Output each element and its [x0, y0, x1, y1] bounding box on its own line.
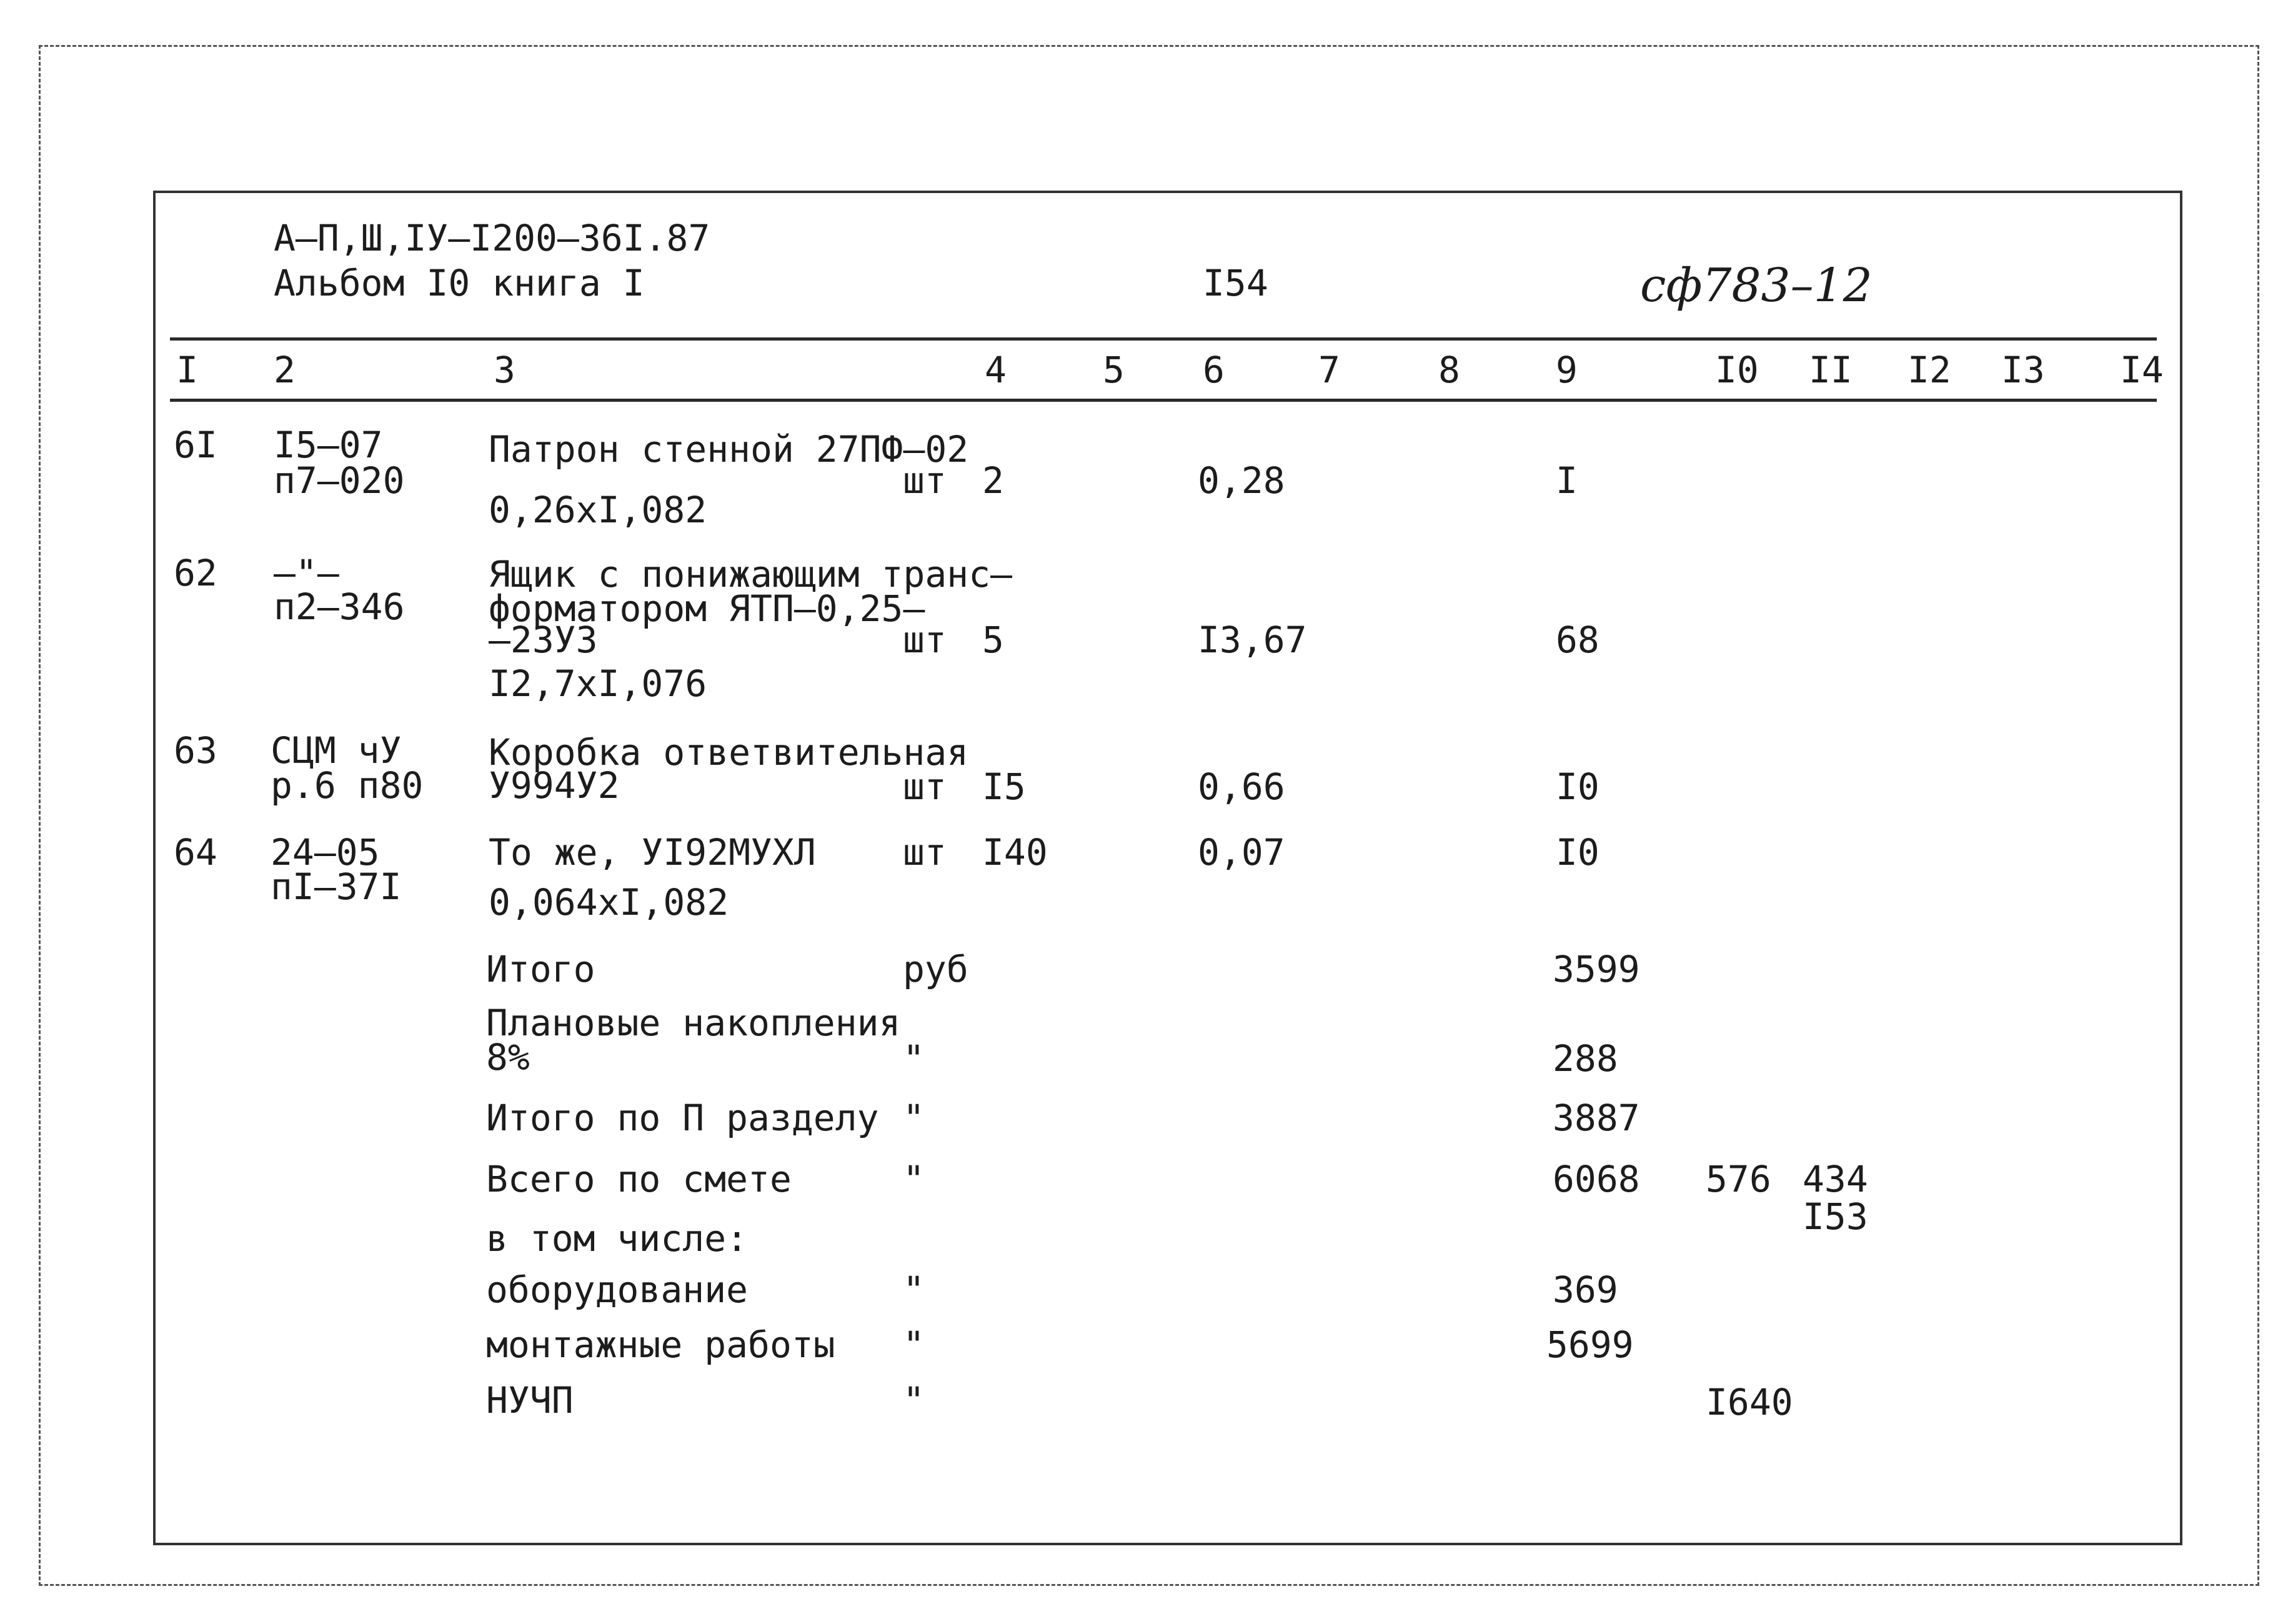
column-header: I4 [2120, 349, 2164, 391]
itogo-total: 3599 [1553, 948, 1640, 990]
price-code: пI–37I [271, 865, 402, 908]
column-header: 4 [985, 349, 1007, 391]
column-header: 5 [1103, 349, 1125, 391]
unit-price: 0,28 [1198, 459, 1285, 502]
document-code: А–П,Ш,IУ–I200–36I.87 [274, 217, 710, 259]
header-rule-top [170, 337, 2157, 341]
page-frame [153, 191, 2182, 1545]
vsego-col10: 576 [1706, 1158, 1771, 1200]
razdel-label: Итого по П разделу [486, 1097, 879, 1139]
row-number: 62 [174, 552, 217, 594]
row-number: 64 [174, 831, 217, 874]
plan-unit: " [903, 1037, 925, 1080]
quantity: 2 [982, 459, 1004, 502]
handwritten-stamp: сф783–12 [1640, 259, 1873, 312]
price-code: п2–346 [274, 585, 405, 628]
unit: шт [903, 459, 947, 502]
razdel-total: 3887 [1553, 1097, 1640, 1139]
plan-total: 288 [1553, 1037, 1618, 1080]
total-cost: I0 [1556, 831, 1599, 874]
column-header: I3 [2001, 349, 2045, 391]
equipment-unit: " [903, 1268, 925, 1311]
total-cost: I0 [1556, 765, 1599, 808]
column-header: II [1809, 349, 1853, 391]
quantity: I40 [982, 831, 1048, 874]
unit-price: 0,07 [1198, 831, 1285, 874]
album-title: Альбом I0 книга I [274, 262, 645, 304]
unit-price: 0,66 [1198, 765, 1285, 808]
unit: шт [903, 619, 947, 661]
plan-label: Плановые накопления [486, 1002, 901, 1044]
vsego-unit: " [903, 1158, 925, 1200]
item-description-cont: У994У2 [489, 764, 620, 807]
unit: шт [903, 765, 947, 808]
price-code: р.6 п80 [271, 764, 424, 807]
norm-code: –"– [274, 552, 339, 594]
unit-price: I3,67 [1198, 619, 1307, 661]
montazh-total: 5699 [1546, 1323, 1634, 1366]
itogo-label: Итого [486, 948, 595, 990]
quantity: 5 [982, 619, 1004, 661]
montazh-unit: " [903, 1323, 925, 1366]
item-description-cont: форматором ЯТП–0,25– [489, 587, 925, 630]
page-number: I54 [1203, 262, 1268, 304]
coefficient: I2,7хI,076 [489, 662, 707, 705]
nuchp-unit: " [903, 1379, 925, 1422]
column-header: 8 [1438, 349, 1460, 391]
equipment-label: оборудование [486, 1268, 749, 1311]
montazh-label: монтажные работы [486, 1323, 835, 1366]
total-cost: I [1556, 459, 1578, 502]
quantity: I5 [982, 765, 1026, 808]
column-header: I [176, 349, 198, 391]
item-description: Патрон стенной 27ПФ–02 [489, 428, 969, 471]
header-rule-bottom [170, 399, 2157, 402]
coefficient: 0,26хI,082 [489, 489, 707, 531]
column-header: I0 [1715, 349, 1759, 391]
item-description: Ящик с понижающим транс– [489, 553, 1013, 595]
unit: шт [903, 831, 947, 874]
plan-percent: 8% [486, 1036, 530, 1079]
item-description: Коробка ответвительная [489, 731, 969, 774]
row-number: 63 [174, 729, 217, 772]
coefficient: 0,064хI,082 [489, 881, 729, 924]
column-header: I2 [1907, 349, 1951, 391]
column-header: 6 [1203, 349, 1225, 391]
item-description: То же, УI92МУХЛ [489, 831, 816, 874]
column-header: 7 [1318, 349, 1340, 391]
total-cost: 68 [1556, 619, 1599, 661]
column-header: 9 [1556, 349, 1578, 391]
norm-code: СЦМ чУ [271, 729, 402, 772]
razdel-unit: " [903, 1097, 925, 1139]
nuchp-col10: I640 [1706, 1381, 1793, 1423]
vsego-col11: 434 [1803, 1158, 1868, 1200]
norm-code: I5–07 [274, 424, 383, 466]
item-description-cont: –23У3 [489, 619, 598, 661]
price-code: п7–020 [274, 459, 405, 502]
vtom-label: в том числе: [486, 1217, 749, 1260]
norm-code: 24–05 [271, 831, 380, 874]
column-header: 3 [494, 349, 515, 391]
vsego-col11-second: I53 [1803, 1195, 1868, 1238]
equipment-total: 369 [1553, 1268, 1618, 1311]
vsego-total: 6068 [1553, 1158, 1640, 1200]
vsego-label: Всего по смете [486, 1158, 792, 1200]
itogo-unit: руб [903, 948, 968, 990]
nuchp-label: НУЧП [486, 1379, 574, 1422]
column-header: 2 [274, 349, 296, 391]
row-number: 6I [174, 424, 217, 466]
